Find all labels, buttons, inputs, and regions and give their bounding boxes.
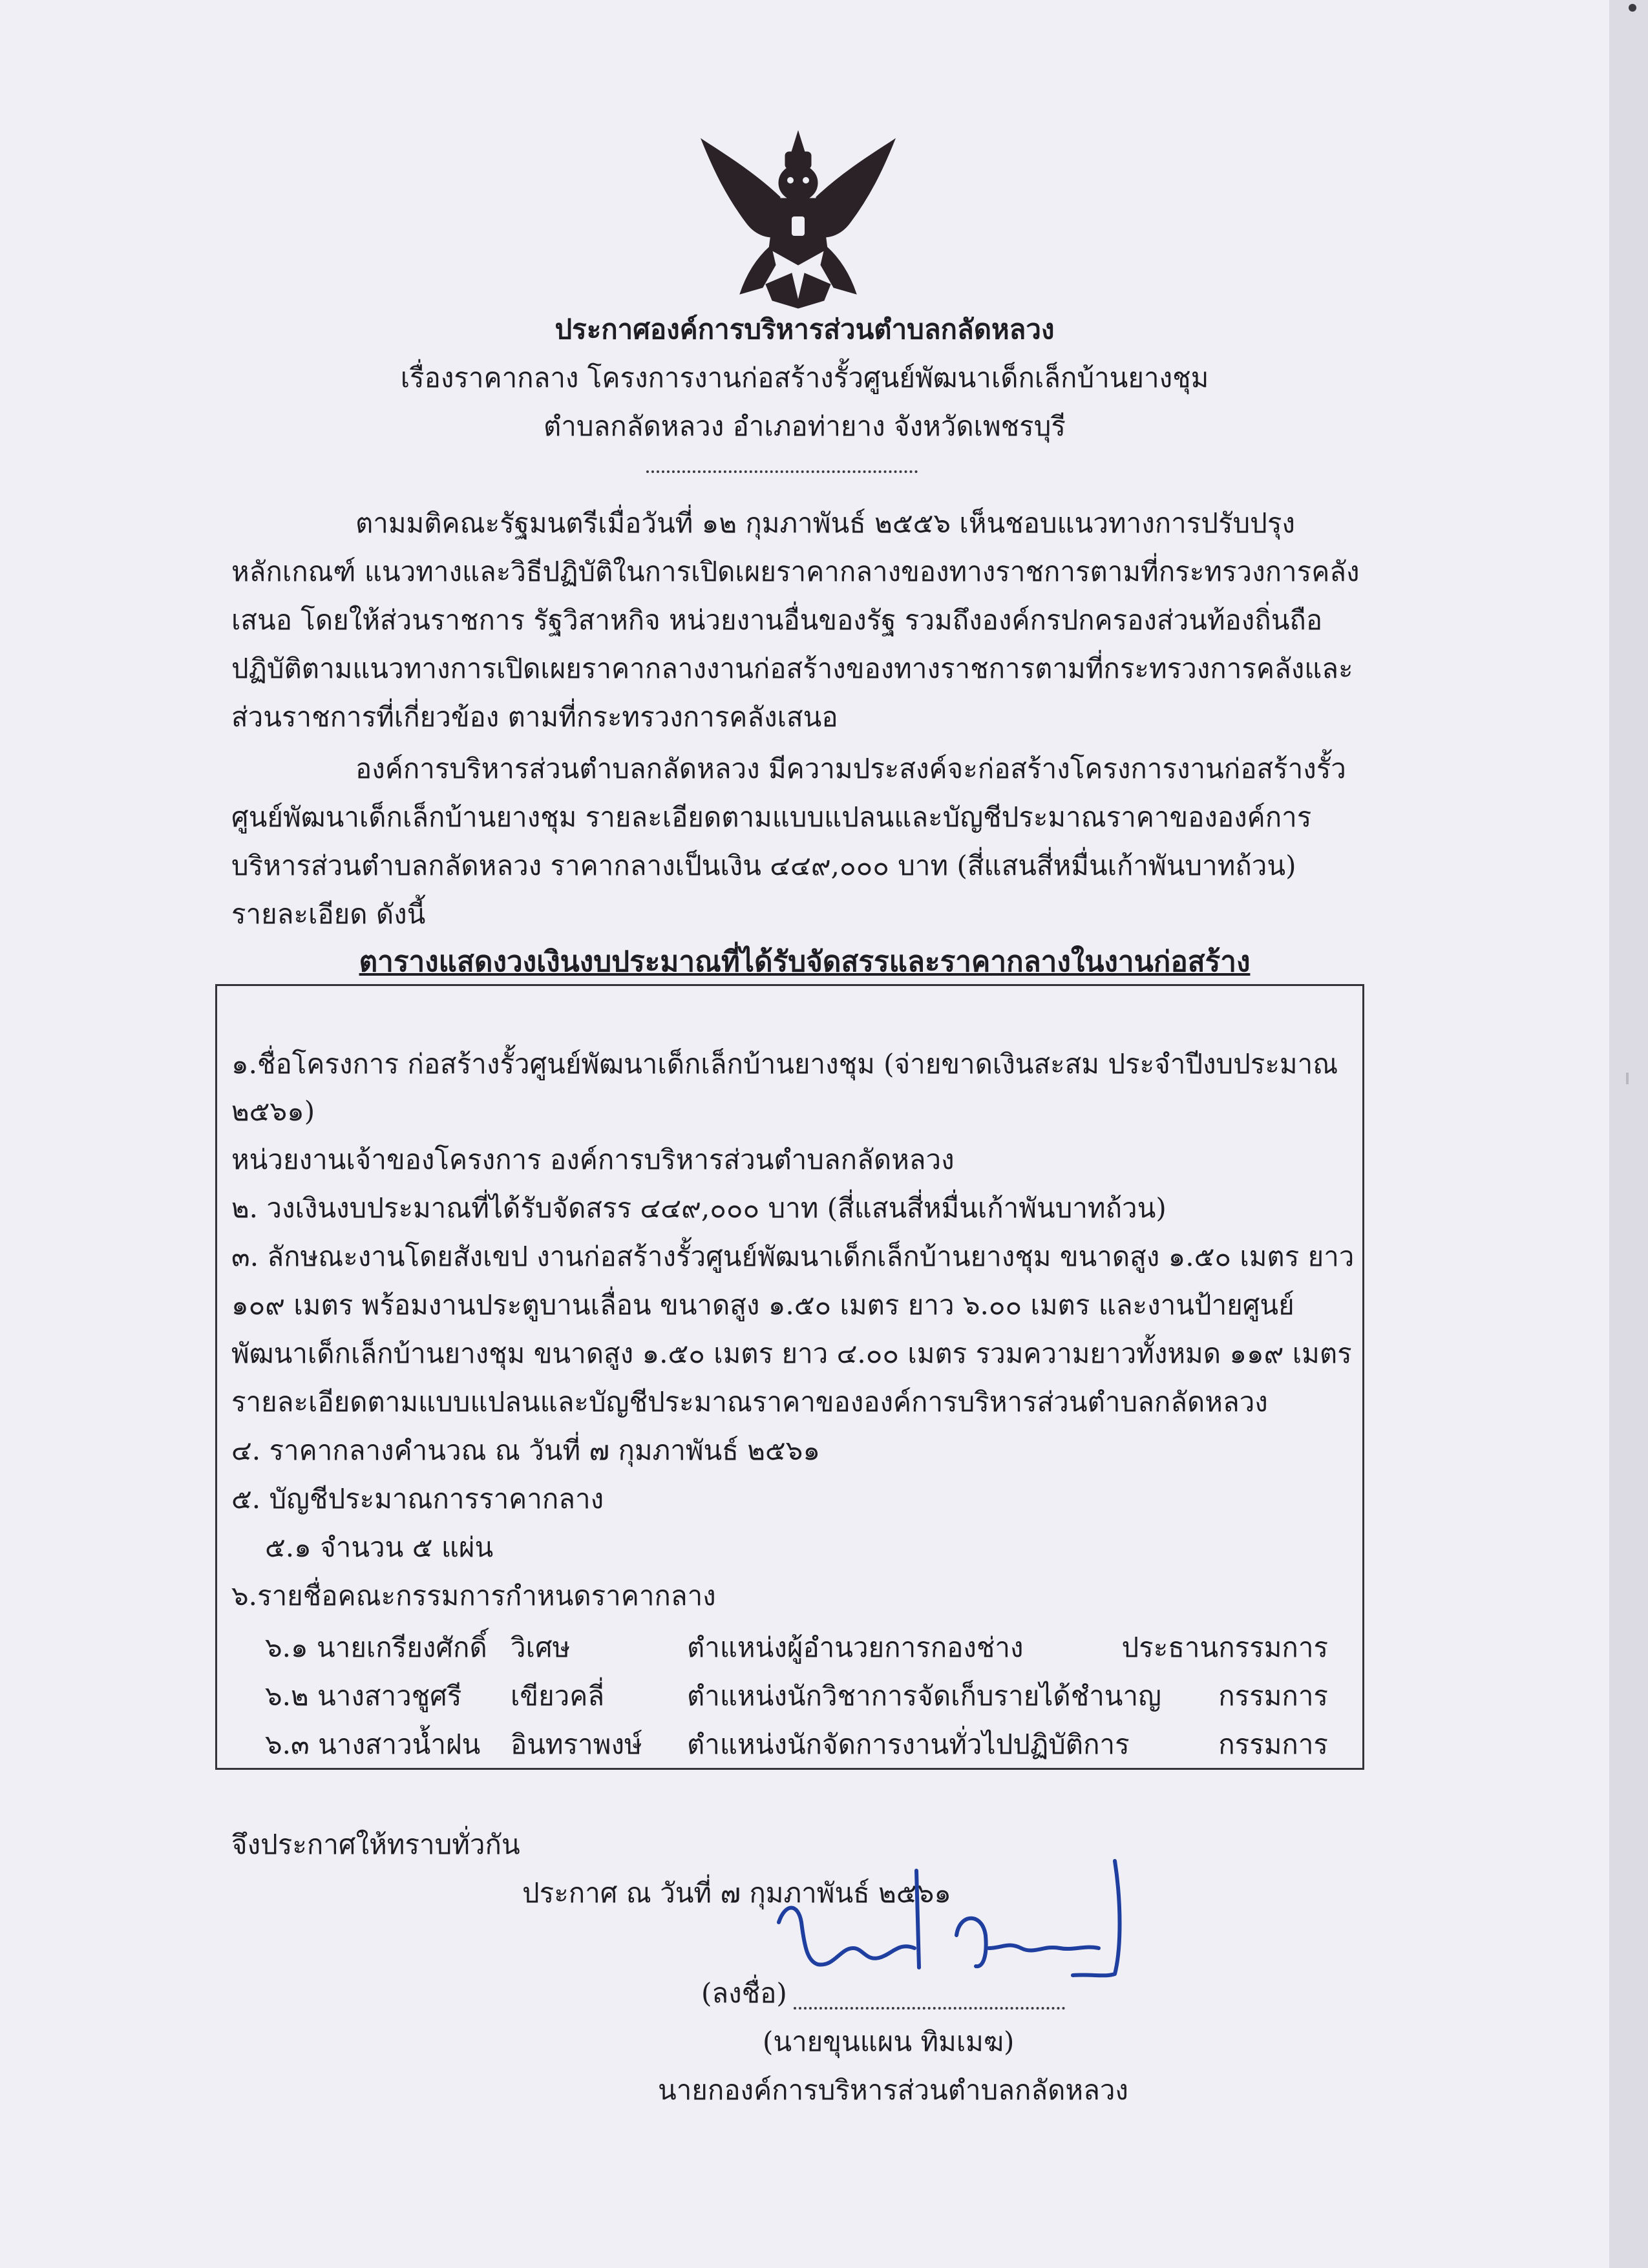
signer-name: (นายขุนแผน ทิมเมฆ) — [763, 2026, 1015, 2057]
table-line: ๖.รายชื่อคณะกรรมการกำหนดราคากลาง — [231, 1580, 716, 1612]
committee-row — [0, 1677, 1609, 1716]
table-line: ๒๕๖๑) — [231, 1095, 315, 1127]
paragraph-line: ปฏิบัติตามแนวทางการเปิดเผยราคากลางงานก่อสร้างของทางราชการตามที่กระทรวงการคลังและ — [231, 653, 1353, 684]
signer-title: นายกองค์การบริหารส่วนตำบลกลัดหลวง — [658, 2074, 1128, 2106]
scan-artifact — [1626, 1073, 1629, 1084]
scan-edge — [1609, 0, 1648, 2268]
announcement-date: ประกาศ ณ วันที่ ๗ กุมภาพันธ์ ๒๕๖๑ — [522, 1877, 951, 1909]
committee-name: ๖.๒ นางสาวชูศรี — [265, 1680, 462, 1712]
committee-surname: อินทราพงษ์ — [511, 1728, 642, 1760]
paragraph-line: ส่วนราชการที่เกี่ยวข้อง ตามที่กระทรวงการคลังเสนอ — [231, 701, 838, 733]
paragraph-line: เสนอ โดยให้ส่วนราชการ รัฐวิสาหกิจ หน่วยงานอื่นของรัฐ รวมถึงองค์กรปกครองส่วนท้องถิ่นถือ — [231, 604, 1323, 636]
table-line: ๔. ราคากลางคำนวณ ณ วันที่ ๗ กุมภาพันธ์ ๒๕๖๑ — [231, 1434, 820, 1466]
committee-position: ตำแหน่งผู้อำนวยการกองช่าง — [687, 1632, 1024, 1663]
committee-position: ตำแหน่งนักจัดการงานทั่วไปปฏิบัติการ — [687, 1728, 1130, 1760]
committee-surname: เขียวคลี่ — [511, 1680, 605, 1712]
paragraph-line: บริหารส่วนตำบลกลัดหลวง ราคากลางเป็นเงิน ๔๔๙,๐๐๐ บาท (สี่แสนสี่หมื่นเก้าพันบาทถ้วน) — [231, 850, 1296, 881]
table-line: ๕.๑ จำนวน ๕ แผ่น — [265, 1531, 494, 1563]
signature-label: (ลงชื่อ) — [701, 1977, 787, 2009]
committee-surname: วิเศษ — [511, 1632, 571, 1663]
committee-role: กรรมการ — [1218, 1728, 1328, 1760]
table-line: พัฒนาเด็กเล็กบ้านยางชุม ขนาดสูง ๑.๕๐ เมตร ยาว ๔.๐๐ เมตร รวมความยาวทั้งหมด ๑๑๙ เมตร — [231, 1338, 1352, 1369]
committee-position: ตำแหน่งนักวิชาการจัดเก็บรายได้ชำนาญ — [687, 1680, 1161, 1712]
table-title: ตารางแสดงวงเงินงบประมาณที่ได้รับจัดสรรและราคากลางในงานก่อสร้าง — [359, 945, 1251, 978]
table-line: ๑๐๙ เมตร พร้อมงานประตูบานเลื่อน ขนาดสูง ๑.๕๐ เมตร ยาว ๖.๐๐ เมตร และงานป้ายศูนย์ — [231, 1289, 1294, 1321]
committee-name: ๖.๓ นางสาวน้ำฝน — [265, 1728, 481, 1760]
closing-announce: จึงประกาศให้ทราบทั่วกัน — [231, 1829, 520, 1860]
garuda-emblem-icon — [695, 126, 902, 313]
committee-row — [0, 1628, 1609, 1667]
committee-name: ๖.๑ นายเกรียงศักดิ์ — [265, 1632, 487, 1663]
paragraph-line: ตามมติคณะรัฐมนตรีเมื่อวันที่ ๑๒ กุมภาพันธ์ ๒๕๕๖ เห็นชอบแนวทางการปรับปรุง — [355, 507, 1295, 539]
dotted-divider — [646, 470, 918, 473]
table-line: ๒. วงเงินงบประมาณที่ได้รับจัดสรร ๔๔๙,๐๐๐ บาท (สี่แสนสี่หมื่นเก้าพันบาทถ้วน) — [231, 1192, 1167, 1224]
announcement-subject: เรื่องราคากลาง โครงการงานก่อสร้างรั้วศูนย์พัฒนาเด็กเล็กบ้านยางชุม — [400, 362, 1209, 394]
table-line: ๑.ชื่อโครงการ ก่อสร้างรั้วศูนย์พัฒนาเด็กเล็กบ้านยางชุม (จ่ายขาดเงินสะสม ประจำปีงบประมาณ — [231, 1048, 1338, 1080]
table-line: รายละเอียดตามแบบแปลนและบัญชีประมาณราคาขององค์การบริหารส่วนตำบลกลัดหลวง — [231, 1386, 1268, 1418]
scan-artifact — [1629, 4, 1636, 12]
paragraph-line: องค์การบริหารส่วนตำบลกลัดหลวง มีความประสงค์จะก่อสร้างโครงการงานก่อสร้างรั้ว — [355, 753, 1346, 784]
paragraph-line: รายละเอียด ดังนี้ — [231, 898, 426, 930]
table-line: ๕. บัญชีประมาณการราคากลาง — [231, 1483, 604, 1515]
committee-row — [0, 1725, 1609, 1764]
announcement-title: ประกาศองค์การบริหารส่วนตำบลกลัดหลวง — [555, 313, 1055, 345]
committee-role: ประธานกรรมการ — [1121, 1632, 1328, 1663]
handwritten-signature — [769, 1851, 1157, 2026]
table-line: ๓. ลักษณะงานโดยสังเขป งานก่อสร้างรั้วศูนย์พัฒนาเด็กเล็กบ้านยางชุม ขนาดสูง ๑.๕๐ เมตร ยาว — [231, 1241, 1355, 1272]
announcement-location: ตำบลกลัดหลวง อำเภอท่ายาง จังหวัดเพชรบุรี — [544, 410, 1066, 442]
paragraph-line: ศูนย์พัฒนาเด็กเล็กบ้านยางชุม รายละเอียดตามแบบแปลนและบัญชีประมาณราคาขององค์การ — [231, 801, 1312, 833]
table-line: หน่วยงานเจ้าของโครงการ องค์การบริหารส่วนตำบลกลัดหลวง — [231, 1144, 955, 1175]
committee-role: กรรมการ — [1218, 1680, 1328, 1712]
paragraph-line: หลักเกณฑ์ แนวทางและวิธีปฏิบัติในการเปิดเผยราคากลางของทางราชการตามที่กระทรวงการคลัง — [231, 556, 1360, 587]
